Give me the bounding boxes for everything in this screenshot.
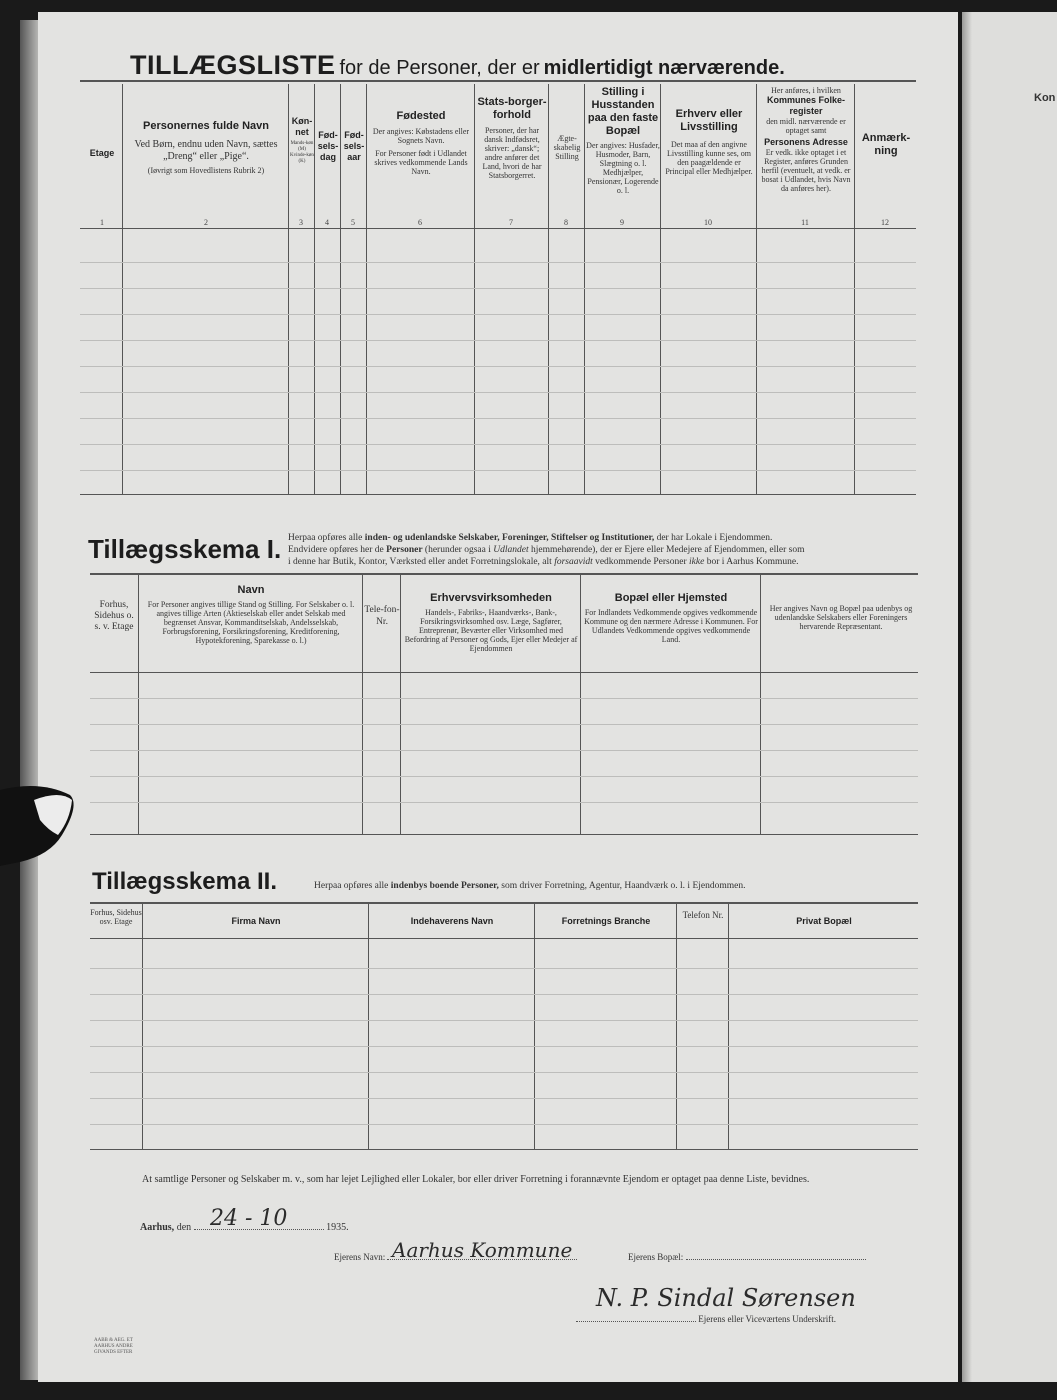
skema2-header-bottom (90, 938, 918, 939)
t1-col-koennet: Køn-net Mands-køn (M) Kvinde-køn (K) (290, 116, 314, 164)
title-rest-2: midlertidigt nærværende. (543, 57, 785, 79)
handwritten-signature: N. P. Sindal Sørensen (596, 1284, 856, 1312)
skema1-top-border (90, 573, 918, 575)
form-page: TILLÆGSLISTE for de Personer, der er midlertidigt nærværende. Etage Personernes fulde Navn Ved Børn, endnu uden Navn, sættes „Dreng“ eller „Pige“. (Iøvrigt som Hovedlistens Rubrik 2) Køn-net Mands-køn (M) Kvinde-køn (K) Fød-sels-dag Fød-sels-aar Fødested Der angives: Købstadens eller Sognets Navn. For Personer født i Udlandet skrives vedkommende Lands Navn. Stats-borger-forhold Personer, der har dansk Indfødsret, skriver: „dansk“; andre anfører det Land, hvori de har Statsborgerret. Ægte-skabelig Stilling Stilling i Husstanden paa den faste Bopæl Der angives: Husfader, Husmoder, Barn, Slægtning o. l. Medhjælper, Pensionær, Logerende o. l. Erhverv eller Livsstilling Det maa af den angivne Livsstilling kunne ses, om den paagældende er Principal eller Medhjælper. Her anføres, i hvilken Kommunes Folke-register den midl. nærværende er optaget samt Personens Adresse Er vedk. ikke optaget i et Register, anføres Grunden herfil (eventuelt, at vedk. er bosat i Udlandet, hvis Navn da anføres her). Anmærk-ning 1 2 3 4 5 6 7 8 9 10 11 12 Tillægsskema I. Herpaa opføres alle inden- og udenlandske Selskaber, Foreninger, Stiftelser og Institutioner, der har Lokale i Ejendommen. Endvidere opføres her de Personer (herunder ogsaa i Udlandet hjemmehørende), der er Ejere eller Medejere af Ejendommen, eller som i denne har Butik, Kontor, Værksted eller andet Forretningslokale, alt forsaavidt vedkommende Personer ikke bor i Aarhus Kommune. Forhus, Sidehus o. s. v. Etage Navn For Personer angives tillige Stand og Stilling. For Selskaber o. l. angives tillige Arten (Aktieselskab eller andet Selskab med begrænset Ansvar, Kommanditselskab, Andelsselskab, Forbrugsforening, Forsikringsforening, Kreditforening, Hypotekforening, Sparekasse o. l.) Tele-fon-Nr. Erhvervsvirksomheden Handels-, Fabriks-, Haandværks-, Bank-, Forsikringsvirksomhed osv. Læge, Sagfører, Entreprenør, Beværter eller Virksomhed med Befordring af Personer og Gods, Ejer eller Medejer af Ejendommen Bopæl eller Hjemsted For Indlandets Vedkommende opgives vedkommende Kommune og den nærmere Adresse i Kommunen. For Udlandets Vedkommende opgives vedkommende Land. Her angives Navn og Bopæl paa udenbys og udenlandske Selskabers eller Foreningers hervarende Repræsentant. Tillægsskema II. Herpaa opføres alle indenbys boende Personer, som driver Forretning, Agentur, Haandværk o. l. i Ejendommen. Forhus, Sidehus osv. Etage Firma Navn Indehaverens Navn Forretnings Branche Telefon Nr. Privat Bopæl At samtlige Personer og Selskaber m. v., som har lejet Lejlighed eller Lokaler, bor eller driver Forretning i forannævnte Ejendom er optaget paa denne Liste, bevidnes. Aarhus, den 1935. 24 - 10 Ejerens Navn: Aarhus Kommune Ejerens Bopæl: N. P. Sindal Sørensen Ejerens eller Viceværtens Underskrift. AABB & AEG. ET AARHUS ANDRE GIVANDS EFTER (38, 12, 958, 1382)
s2-col-telefon: Telefon Nr. (682, 910, 724, 920)
skema1-bottom-border (90, 834, 918, 835)
skema2-bottom-border (90, 1149, 918, 1150)
s2-col-indehaver: Indehaverens Navn (410, 916, 494, 926)
s2-col-bopael: Privat Bopæl (796, 916, 852, 926)
skema1-header-bottom (90, 672, 918, 673)
t1-col-foedselsaar: Fød-sels-aar (343, 130, 365, 162)
t1-col-erhverv: Erhverv eller Livsstilling Det maa af den angivne Livsstilling kunne ses, om den paagældende er Principal eller Medhjælper. (665, 108, 753, 176)
footer-date-line: Aarhus, den 1935. (140, 1222, 349, 1233)
skema2-title: Tillægsskema II. (92, 868, 277, 895)
owner-name-line: Ejerens Navn: (334, 1252, 577, 1262)
facing-page (962, 12, 1057, 1382)
t1-col-anmaerkning: Anmærk-ning (861, 132, 911, 157)
s1-col-telefon: Tele-fon-Nr. (364, 605, 400, 627)
s1-col-erhverv: Erhvervsvirksomheden Handels-, Fabriks-, Haandværks-, Bank-, Forsikringsvirksomhed osv. Læge, Sagfører, Entreprenør, Beværter eller Virksomhed med Befordring af Personer og Gods, Ejer eller Medejer af Ejendommen (404, 592, 578, 653)
t1-col-etage: Etage (89, 148, 115, 158)
printer-mark: AABB & AEG. ET AARHUS ANDRE GIVANDS EFTER (94, 1338, 133, 1355)
t1-col-stilling: Stilling i Husstanden paa den faste Bopæl Der angives: Husfader, Husmoder, Barn, Slægtning o. l. Medhjælper, Pensionær, Logerende o. l. (586, 86, 660, 195)
s2-col-etage: Forhus, Sidehus osv. Etage (90, 908, 142, 926)
s2-col-firma: Firma Navn (231, 916, 281, 926)
t1-col-adresse: Her anføres, i hvilken Kommunes Folke-register den midl. nærværende er optaget samt Personens Adresse Er vedk. ikke optaget i et Register, anføres Grunden herfil (eventuelt, at vedk. er bosat i Udlandet, hvis Navn da anføres her). (761, 86, 851, 193)
t1-col-navn: Personernes fulde Navn Ved Børn, endnu uden Navn, sættes „Dreng“ eller „Pige“. (Iøvrigt som Hovedlistens Rubrik 2) (134, 120, 278, 175)
page-title (130, 50, 785, 81)
t1-col-foedselsdag: Fød-sels-dag (317, 130, 339, 162)
t1-col-statsborger: Stats-borger-forhold Personer, der har dansk Indfødsret, skriver: „dansk“; andre anfører det Land, hvori de har Statsborgerret. (477, 96, 547, 180)
title-main: TILLÆGSLISTE (130, 50, 336, 80)
skema1-title: Tillægsskema I. (88, 534, 282, 564)
skema2-description: Herpaa opføres alle indenbys boende Personer, som driver Forretning, Agentur, Haandværk o. l. i Ejendommen. (314, 881, 746, 891)
s1-col-bopael: Bopæl eller Hjemsted For Indlandets Vedkommende opgives vedkommende Kommune og den nærmere Adresse i Kommunen. For Udlandets Vedkommende opgives vedkommende Land. (584, 592, 758, 644)
owner-address-line: Ejerens Bopæl: (628, 1252, 866, 1262)
table1-header-bottom (80, 228, 916, 229)
handwritten-date: 24 - 10 (210, 1206, 288, 1231)
table1-top-border (80, 80, 916, 82)
t1-col-foedested: Fødested Der angives: Købstadens eller Sognets Navn. For Personer født i Udlandet skrives vedkommende Lands Navn. (372, 110, 470, 176)
signature-line: Ejerens eller Viceværtens Underskrift. (576, 1314, 836, 1324)
s1-col-etage: Forhus, Sidehus o. s. v. Etage (94, 600, 134, 632)
handwritten-owner-name: Aarhus Kommune (392, 1238, 573, 1262)
facing-page-fragment: Kon (1034, 92, 1056, 104)
s1-col-repraesentant: Her angives Navn og Bopæl paa udenbys og udenlandske Selskabers eller Foreningers hervarende Repræsentant. (769, 604, 913, 631)
s2-col-branche: Forretnings Branche (561, 916, 651, 926)
book-spine-edge (20, 20, 38, 1380)
footer-statement: At samtlige Personer og Selskaber m. v., som har lejet Lejlighed eller Lokaler, bor eller driver Forretning i forannævnte Ejendom er optaget paa denne Liste, bevidnes. (142, 1174, 810, 1185)
title-rest-1: for de Personer, der er (339, 57, 540, 79)
paper-clip-icon (0, 780, 80, 870)
t1-col-aegteskab: Ægte-skabelig Stilling (553, 134, 581, 161)
table1-bottom-border (80, 494, 916, 495)
skema2-top-border (90, 902, 918, 904)
s1-col-navn: Navn For Personer angives tillige Stand og Stilling. For Selskaber o. l. angives tillige Arten (Aktieselskab eller andet Selskab med begrænset Ansvar, Kommanditselskab, Andelsselskab, Forbrugsforening, Forsikringsforening, Kreditforening, Hypotekforening, Sparekasse o. l.) (147, 584, 355, 645)
skema1-description: Herpaa opføres alle inden- og udenlandske Selskaber, Foreninger, Stiftelser og Institutioner, der har Lokale i Ejendommen. Endvidere opføres her de Personer (herunder ogsaa i Udlandet hjemmehørende), der er Ejere eller Medejere af Ejendommen, eller som i denne har Butik, Kontor, Værksted eller andet Forretningslokale, alt forsaavidt vedkommende Personer ikke bor i Aarhus Kommune. (288, 533, 805, 567)
